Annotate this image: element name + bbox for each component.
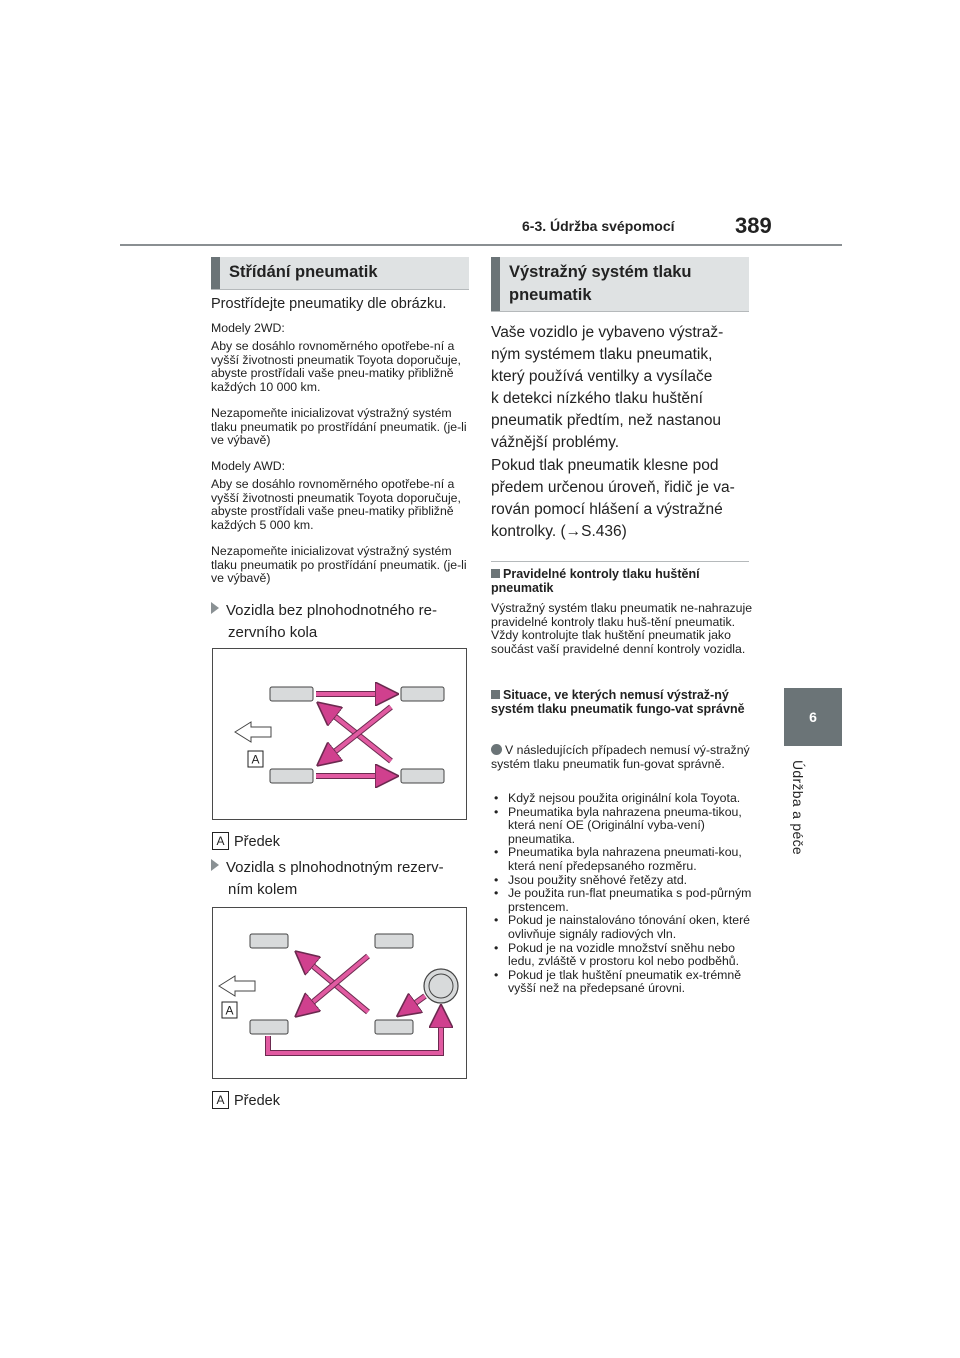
triangle-bullet-icon [211,602,219,614]
model-awd-note: Nezapomeňte inicializovat výstražný systém tlaku pneumatik po prostřídání pneumatik. (je-li ve výbavě) [211,544,467,586]
section-title: 6-3. Údržba svépomocí [522,218,675,234]
tire-front-left [250,934,288,948]
square-bullet-icon [491,690,500,699]
divider [491,561,749,562]
list-item: • Když nejsou použita originální kola Toyota. [491,792,753,806]
tpms-intro-paragraph: Vaše vozidlo je vybaveno výstraž- ným systémem tlaku pneumatik, který používá ventilky a vysílače k detekci nízkého tlaku huštění pneumatik předtím, než nastanou vážnější problémy. [491,324,724,451]
list-item: • Pneumatika byla nahrazena pneumati-kou, která není předepsaného rozměru. [491,846,753,873]
list-item: • Pokud je tlak huštění pneumatik ex-trémně vyšší než na předepsané úrovni. [491,969,753,996]
situations-lead: V následujících případech nemusí vý-stražný systém tlaku pneumatik fun-govat správně. [491,743,750,771]
list-item: • Pneumatika byla nahrazena pneuma-tikou, která není OE (Originální vyba-vení) pneumatika. [491,806,753,847]
triangle-bullet-icon [211,859,219,871]
list-item: • Pokud je nainstalováno tónování oken, které ovlivňuje signály radiových vln. [491,914,753,941]
model-2wd-note: Nezapomeňte inicializovat výstražný systém tlaku pneumatik po prostřídání pneumatik. (je-li ve výbavě) [211,406,467,448]
front-direction-arrow-icon [235,722,271,742]
bullet-no-spare: Vozidla bez plnohodnotného re- zervního kola [211,600,469,644]
tire-front-right [401,687,444,701]
arrow-rl-loop-to-spare [268,1014,441,1053]
diagram-badge: A [225,1003,234,1018]
section-header-tire-rotation: Střídání pneumatik [211,257,469,289]
diagram-badge: A [251,752,260,767]
caption-front-2: A Předek [212,1091,280,1109]
list-item: • Je použita run-flat pneumatika s pod-půrným prstencem. [491,887,753,914]
header-rule [120,244,842,246]
tire-rear-left [270,769,313,783]
subheading-regular-checks: Pravidelné kontroly tlaku huštění pneumatik [491,567,700,595]
list-item: • Jsou použity sněhové řetězy atd. [491,874,753,888]
tire-front-left [270,687,313,701]
tire-front-right [375,934,413,948]
circle-bullet-icon [491,744,502,755]
diagram-rotation-no-spare [212,648,467,820]
tire-rear-left [250,1020,288,1034]
caption-front-1: A Předek [212,832,280,850]
front-direction-arrow-icon [219,976,255,996]
section-underline [491,311,749,312]
section-header-tpms: Výstražný systém tlaku pneumatik [491,257,749,311]
tpms-warning-paragraph: Pokud tlak pneumatik klesne pod předem určenou úroveň, řidič je va- rován pomocí hlášení a výstražné kontrolky. (→S.436) [491,457,735,540]
subheading-malfunction-situations: Situace, ve kterých nemusí výstraž-ný systém tlaku pneumatik fungo-vat správně [491,688,745,716]
tire-rear-right [375,1020,413,1034]
bullet-with-spare: Vozidla s plnohodnotným rezerv- ním kolem [211,857,469,901]
list-item: • Pokud je na vozidle množství sněhu nebo ledu, zvláště v prostoru kol nebo podběhů. [491,942,753,969]
page-number: 389 [735,213,772,238]
section-underline [211,289,469,290]
model-awd-text: Aby se dosáhlo rovnoměrného opotřebe-ní a vyšší životnosti pneumatik Toyota doporučuje, abyste prostřídali vaše pneu-matiky přibližně každých 5 000 km. [211,477,461,532]
model-awd-label: Modely AWD: [211,459,286,473]
model-2wd-text: Aby se dosáhlo rovnoměrného opotřebe-ní a vyšší životnosti pneumatik Toyota doporučuje, abyste prostřídali vaše pneu-matiky přibližně každých 10 000 km. [211,339,461,394]
regular-checks-text: Výstražný systém tlaku pneumatik ne-nahrazuje pravidelné kontroly tlaku huš-tění pneumatik. Vždy kontrolujte tlak huštění pneumatik jako součást vaší pravidelné denní kontroly vozidla. [491,601,753,656]
square-bullet-icon [491,569,500,578]
chapter-label: Údržba a péče [790,760,806,855]
model-2wd-label: Modely 2WD: [211,321,285,335]
situations-list [491,792,753,996]
diagram-rotation-with-spare [212,907,467,1079]
chapter-tab: 6 [784,688,842,746]
intro-text: Prostřídejte pneumatiky dle obrázku. [211,296,447,312]
tire-rear-right [401,769,444,783]
